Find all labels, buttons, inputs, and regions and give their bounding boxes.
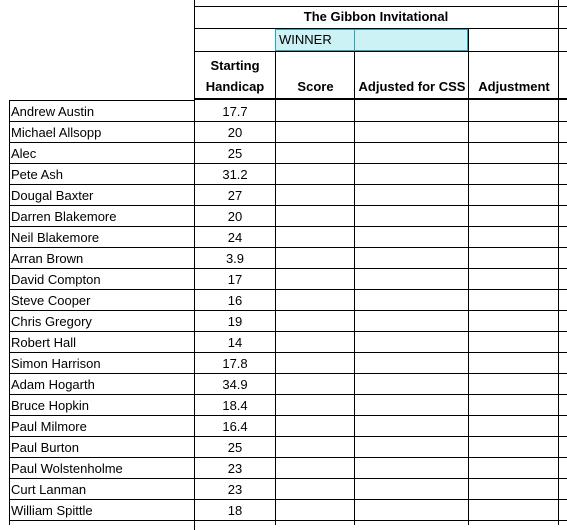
score-cell[interactable] — [276, 374, 354, 395]
player-name-cell[interactable]: Steve Cooper — [11, 293, 91, 308]
adjustment-cell[interactable] — [469, 101, 558, 122]
adjustment-cell[interactable] — [469, 290, 558, 311]
handicap-cell[interactable]: 17 — [227, 272, 243, 287]
score-cell[interactable] — [276, 311, 354, 332]
score-cell[interactable] — [276, 185, 354, 206]
player-name-cell[interactable]: Adam Hogarth — [11, 377, 95, 392]
adjustment-cell[interactable] — [469, 479, 558, 500]
adjustment-cell[interactable] — [469, 227, 558, 248]
adjusted-cell[interactable] — [355, 269, 468, 290]
adjusted-cell[interactable] — [355, 101, 468, 122]
player-name-cell[interactable]: Chris Gregory — [11, 314, 92, 329]
score-cell[interactable] — [276, 143, 354, 164]
player-name-cell[interactable]: Curt Lanman — [11, 482, 87, 497]
score-cell[interactable] — [276, 206, 354, 227]
player-name-cell[interactable]: David Compton — [11, 272, 101, 287]
handicap-cell[interactable]: 20 — [227, 125, 243, 140]
adjusted-cell[interactable] — [355, 185, 468, 206]
adjustment-cell[interactable] — [469, 122, 558, 143]
adjusted-cell[interactable] — [355, 206, 468, 227]
handicap-cell[interactable]: 27 — [227, 188, 243, 203]
sheet-title: The Gibbon Invitational — [303, 9, 449, 24]
adjusted-cell[interactable] — [355, 290, 468, 311]
adjusted-cell[interactable] — [355, 248, 468, 269]
score-cell[interactable] — [276, 437, 354, 458]
gridline — [9, 520, 567, 521]
adjusted-cell[interactable] — [355, 164, 468, 185]
adjustment-cell[interactable] — [469, 416, 558, 437]
adjustment-cell[interactable] — [469, 185, 558, 206]
adjusted-header: Adjusted for CSS — [358, 79, 466, 94]
adjusted-cell[interactable] — [355, 374, 468, 395]
adjusted-cell[interactable] — [355, 437, 468, 458]
handicap-cell[interactable]: 20 — [227, 209, 243, 224]
adjustment-cell[interactable] — [469, 374, 558, 395]
adjusted-cell[interactable] — [355, 479, 468, 500]
adjusted-cell[interactable] — [355, 332, 468, 353]
score-header: Score — [297, 79, 334, 94]
adjusted-cell[interactable] — [355, 143, 468, 164]
handicap-cell[interactable]: 25 — [227, 440, 243, 455]
adjustment-cell[interactable] — [469, 395, 558, 416]
adjustment-header: Adjustment — [478, 79, 550, 94]
adjusted-cell[interactable] — [355, 458, 468, 479]
adjusted-cell[interactable] — [355, 227, 468, 248]
player-name-cell[interactable]: Paul Wolstenholme — [11, 461, 123, 476]
handicap-cell[interactable]: 16 — [227, 293, 243, 308]
handicap-cell[interactable]: 18 — [227, 503, 243, 518]
adjustment-cell[interactable] — [469, 248, 558, 269]
score-cell[interactable] — [276, 101, 354, 122]
player-name-cell[interactable]: Pete Ash — [11, 167, 64, 182]
adjusted-cell[interactable] — [355, 122, 468, 143]
player-name-cell[interactable]: Paul Burton — [11, 440, 79, 455]
gridline — [558, 0, 559, 525]
player-name-cell[interactable]: Michael Allsopp — [11, 125, 102, 140]
handicap-cell[interactable]: 34.9 — [222, 377, 248, 392]
handicap-cell[interactable]: 16.4 — [222, 419, 248, 434]
adjustment-cell[interactable] — [469, 500, 558, 521]
adjustment-cell[interactable] — [469, 332, 558, 353]
score-cell[interactable] — [276, 395, 354, 416]
handicap-cell[interactable]: 31.2 — [222, 167, 248, 182]
handicap-cell[interactable]: 17.8 — [222, 356, 248, 371]
handicap-header-line1: Starting — [210, 58, 260, 73]
player-name-cell[interactable]: William Spittle — [11, 503, 93, 518]
adjusted-cell[interactable] — [355, 500, 468, 521]
adjustment-cell[interactable] — [469, 353, 558, 374]
handicap-cell[interactable]: 23 — [227, 461, 243, 476]
adjustment-cell[interactable] — [469, 311, 558, 332]
gridline — [194, 6, 567, 7]
score-cell[interactable] — [276, 500, 354, 521]
player-name-cell[interactable]: Bruce Hopkin — [11, 398, 90, 413]
score-cell[interactable] — [276, 248, 354, 269]
handicap-cell[interactable]: 18.4 — [222, 398, 248, 413]
adjusted-cell[interactable] — [355, 395, 468, 416]
adjustment-cell[interactable] — [469, 164, 558, 185]
handicap-header-line2: Handicap — [205, 79, 265, 94]
player-name-cell[interactable]: Dougal Baxter — [11, 188, 94, 203]
adjustment-cell[interactable] — [469, 437, 558, 458]
handicap-cell[interactable]: 3.9 — [225, 251, 245, 266]
score-cell[interactable] — [276, 479, 354, 500]
adjusted-cell[interactable] — [355, 353, 468, 374]
score-cell[interactable] — [276, 122, 354, 143]
adjustment-cell[interactable] — [469, 458, 558, 479]
player-name-cell[interactable]: Simon Harrison — [11, 356, 101, 371]
adjustment-cell[interactable] — [469, 206, 558, 227]
adjusted-cell[interactable] — [355, 416, 468, 437]
adjusted-cell[interactable] — [355, 311, 468, 332]
score-cell[interactable] — [276, 416, 354, 437]
header-bottom-border — [194, 98, 567, 100]
score-cell[interactable] — [276, 164, 354, 185]
score-cell[interactable] — [276, 332, 354, 353]
score-cell[interactable] — [276, 353, 354, 374]
player-name-cell[interactable]: Paul Milmore — [11, 419, 87, 434]
winner-label-cell[interactable]: WINNER — [275, 29, 355, 51]
player-name-cell[interactable]: Alec — [11, 146, 37, 161]
player-name-cell[interactable]: Andrew Austin — [11, 104, 95, 119]
gridline — [194, 51, 567, 52]
player-name-cell[interactable]: Arran Brown — [11, 251, 84, 266]
adjustment-cell[interactable] — [469, 269, 558, 290]
score-cell[interactable] — [276, 227, 354, 248]
player-name-cell[interactable]: Neil Blakemore — [11, 230, 100, 245]
adjustment-cell[interactable] — [469, 143, 558, 164]
handicap-cell[interactable]: 14 — [227, 335, 243, 350]
handicap-cell[interactable]: 23 — [227, 482, 243, 497]
score-cell[interactable] — [276, 458, 354, 479]
handicap-cell[interactable]: 24 — [227, 230, 243, 245]
handicap-cell[interactable]: 19 — [227, 314, 243, 329]
score-cell[interactable] — [276, 269, 354, 290]
player-name-cell[interactable]: Darren Blakemore — [11, 209, 117, 224]
handicap-cell[interactable]: 17.7 — [222, 104, 248, 119]
player-name-cell[interactable]: Robert Hall — [11, 335, 77, 350]
winner-value-cell[interactable] — [354, 29, 468, 51]
score-cell[interactable] — [276, 290, 354, 311]
handicap-cell[interactable]: 25 — [227, 146, 243, 161]
